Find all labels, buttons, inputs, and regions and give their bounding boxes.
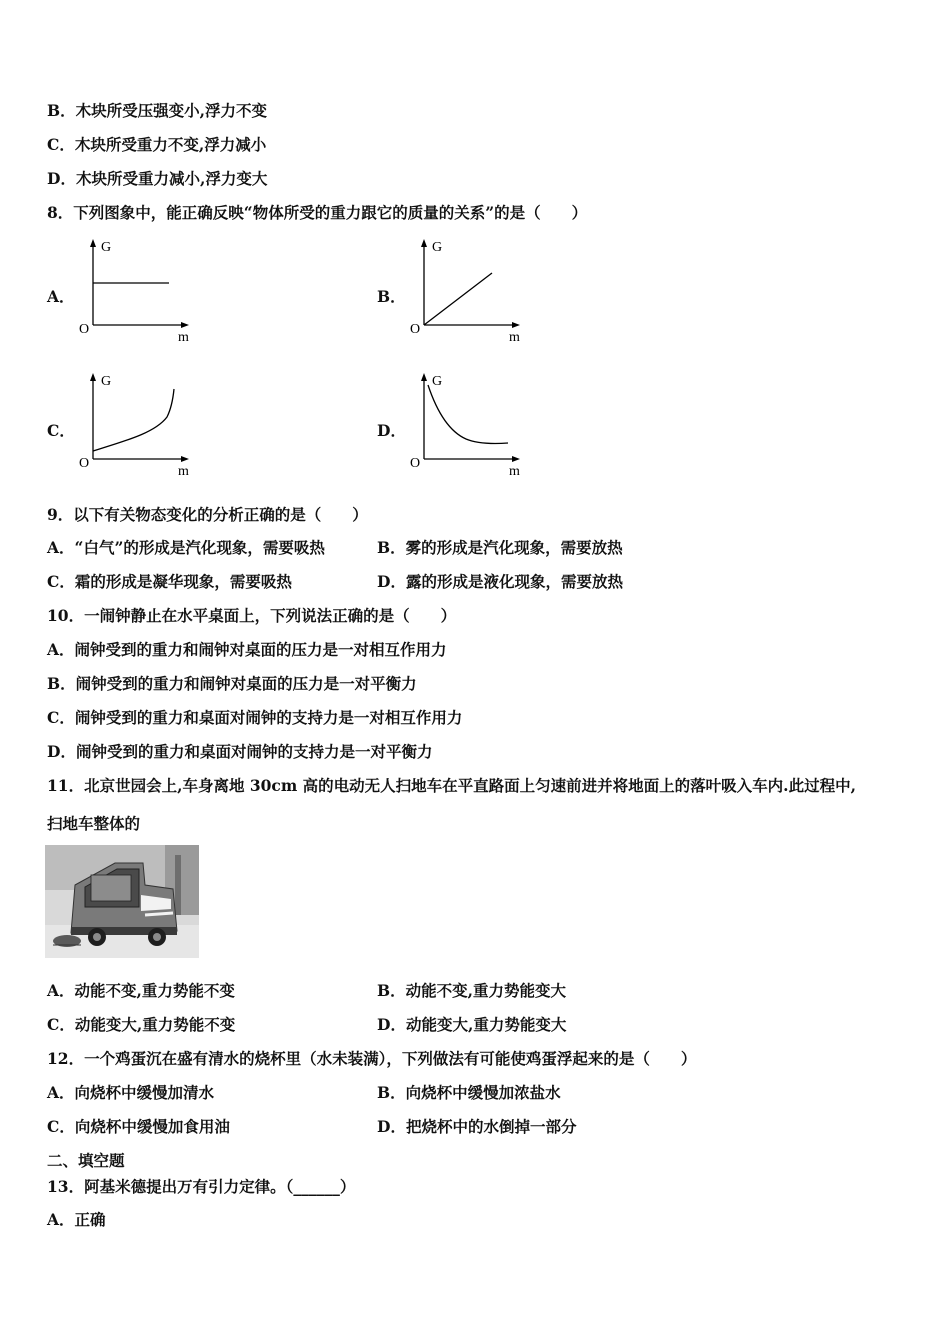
- q12-option-d: D．把烧杯中的水倒掉一部分: [377, 1117, 577, 1136]
- q12-stem: 12．一个鸡蛋沉在盛有清水的烧杯里（水未装满），下列做法有可能使鸡蛋浮起来的是（ ）: [47, 1049, 697, 1068]
- graph-d-x-label: m: [509, 464, 520, 479]
- q10-option-b: B．闹钟受到的重力和闹钟对桌面的压力是一对平衡力: [47, 674, 417, 693]
- graph-c-curve-up: [75, 369, 195, 479]
- q7-option-c: C．木块所受重力不变,浮力减小: [47, 135, 267, 154]
- graph-a-y-label: G: [101, 240, 112, 255]
- graph-d-origin: O: [410, 456, 421, 471]
- graph-b-origin: O: [410, 322, 421, 337]
- q8-stem: 8．下列图象中，能正确反映“物体所受的重力跟它的质量的关系”的是（ ）: [47, 203, 588, 222]
- q8-label-b: B．: [377, 287, 406, 306]
- graph-d-curve-down: [406, 369, 526, 479]
- graph-c-origin: O: [79, 456, 90, 471]
- graph-c-y-label: G: [101, 374, 112, 389]
- q11-option-c: C．动能变大,重力势能不变: [47, 1015, 236, 1034]
- q9-option-a: A．“白气”的形成是汽化现象，需要吸热: [47, 538, 325, 557]
- q9-option-d: D．露的形成是液化现象，需要放热: [377, 572, 623, 591]
- graph-b-linear: [406, 235, 526, 345]
- graph-a-constant: [75, 235, 195, 345]
- q9-option-c: C．霜的形成是凝华现象，需要吸热: [47, 572, 292, 591]
- street-sweeper-photo: [45, 845, 199, 958]
- q13-option-a: A．正确: [47, 1210, 106, 1229]
- q12-option-a: A．向烧杯中缓慢加清水: [47, 1083, 215, 1102]
- q10-stem: 10．一闹钟静止在水平桌面上，下列说法正确的是（ ）: [47, 606, 457, 625]
- q7-option-b: B．木块所受压强变小,浮力不变: [47, 101, 267, 120]
- q11-option-a: A．动能不变,重力势能不变: [47, 981, 235, 1000]
- graph-d-y-label: G: [432, 374, 443, 389]
- q9-option-b: B．雾的形成是汽化现象，需要放热: [377, 538, 623, 557]
- q10-option-a: A．闹钟受到的重力和闹钟对桌面的压力是一对相互作用力: [47, 640, 447, 659]
- q8-label-c: C．: [47, 421, 75, 440]
- q9-stem: 9．以下有关物态变化的分析正确的是（ ）: [47, 505, 368, 524]
- graph-c-x-label: m: [178, 464, 189, 479]
- q8-label-d: D．: [377, 421, 406, 440]
- q11-option-b: B．动能不变,重力势能变大: [377, 981, 566, 1000]
- q10-option-d: D．闹钟受到的重力和桌面对闹钟的支持力是一对平衡力: [47, 742, 433, 761]
- q11-stem-line-2: 扫地车整体的: [47, 814, 141, 833]
- q12-option-c: C．向烧杯中缓慢加食用油: [47, 1117, 230, 1136]
- q11-option-d: D．动能变大,重力势能变大: [377, 1015, 567, 1034]
- q11-stem-line-1: 11．北京世园会上,车身离地 30cm 高的电动无人扫地车在平直路面上匀速前进并将地面上的落叶吸入车内.此过程中,: [47, 776, 856, 795]
- q10-option-c: C．闹钟受到的重力和桌面对闹钟的支持力是一对相互作用力: [47, 708, 463, 727]
- graph-b-x-label: m: [509, 330, 520, 345]
- section-2-title: 二、填空题: [47, 1151, 125, 1170]
- graph-b-y-label: G: [432, 240, 443, 255]
- q7-option-d: D．木块所受重力减小,浮力变大: [47, 169, 268, 188]
- q13-stem: 13．阿基米德提出万有引力定律。（______）: [47, 1177, 356, 1196]
- q8-label-a: A．: [47, 287, 75, 306]
- graph-a-x-label: m: [178, 330, 189, 345]
- q12-option-b: B．向烧杯中缓慢加浓盐水: [377, 1083, 561, 1102]
- graph-a-origin: O: [79, 322, 90, 337]
